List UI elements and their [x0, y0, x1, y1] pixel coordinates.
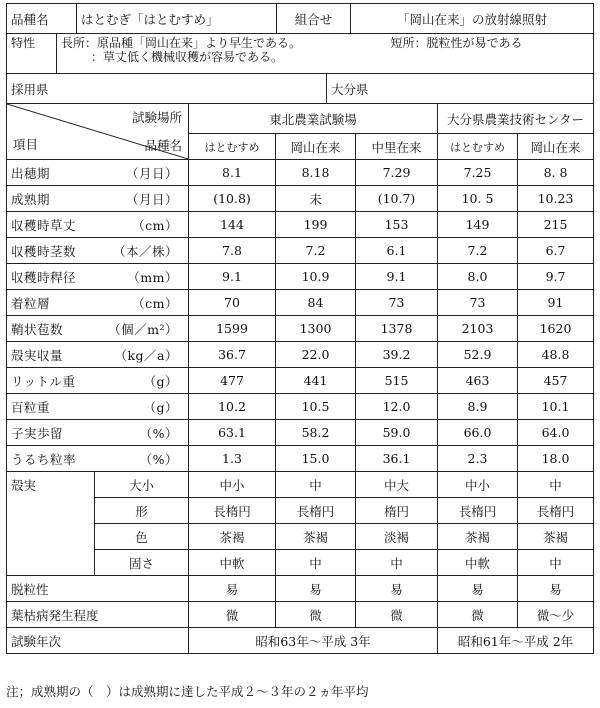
row-label [7, 238, 189, 264]
adopt-table [6, 73, 594, 104]
table-row [7, 342, 594, 368]
row-label-unit: （個／m²） [108, 321, 178, 337]
value-cell: 未 [276, 186, 356, 212]
table-row [7, 394, 594, 420]
value-cell: 長楕円 [189, 498, 276, 524]
row-label-unit: （%） [139, 425, 178, 441]
row-label-unit: （g） [143, 399, 178, 415]
value-cell: 易 [438, 576, 518, 602]
value-cell: 10.23 [518, 186, 594, 212]
value-cell: 中小 [189, 472, 276, 498]
station1-header: 東北農業試験場 [189, 104, 438, 134]
value-cell: 463 [438, 368, 518, 394]
row-label [7, 264, 189, 290]
table-row [7, 160, 594, 186]
value-cell: 10.1 [518, 394, 594, 420]
value-cell: 中小 [438, 472, 518, 498]
variety-report-sheet [6, 3, 593, 654]
year-station1: 昭和63年～平成 3年 [189, 628, 438, 654]
value-cell: 茶褐 [518, 524, 594, 550]
kernel-attr-label: 大小 [95, 472, 189, 498]
value-cell: 153 [356, 212, 438, 238]
value-cell: 70 [189, 290, 276, 316]
table-row [7, 238, 594, 264]
value-cell: 477 [189, 368, 276, 394]
value-cell: 微～少 [518, 602, 594, 628]
year-row [7, 628, 594, 654]
variety-col-2: 岡山在来 [276, 134, 356, 160]
header-table [6, 3, 594, 34]
adopt-label: 採用県 [7, 74, 327, 104]
adopt-value: 大分県 [327, 74, 594, 104]
value-cell: 15.0 [276, 446, 356, 472]
value-cell: 10.2 [189, 394, 276, 420]
value-cell: 中 [276, 550, 356, 576]
blight-label: 葉枯病発生程度 [7, 602, 189, 628]
value-cell: 66.0 [438, 420, 518, 446]
value-cell: 7.2 [276, 238, 356, 264]
demerits-text: 短所：脱粒性が易である [387, 34, 594, 74]
row-label-unit: （cm） [132, 217, 178, 233]
value-cell: 441 [276, 368, 356, 394]
table-row [7, 264, 594, 290]
row-label-name: うるち粒率 [11, 451, 77, 467]
value-cell: 199 [276, 212, 356, 238]
row-label-name: リットル重 [11, 373, 76, 389]
value-cell: 中 [518, 550, 594, 576]
kernel-attr-label: 色 [95, 524, 189, 550]
station-label: 試験場所 [131, 110, 182, 125]
value-cell: 144 [189, 212, 276, 238]
table-corner-cell [7, 104, 189, 160]
shatter-label: 脱粒性 [7, 576, 189, 602]
value-cell: 淡褐 [356, 524, 438, 550]
kernel-label: 殻実 [7, 472, 95, 576]
value-cell: 微 [356, 602, 438, 628]
row-label [7, 368, 189, 394]
item-label: 項目 [13, 137, 39, 152]
row-label-name: 着粒層 [11, 295, 51, 311]
value-cell: 1599 [189, 316, 276, 342]
value-cell: 長楕円 [518, 498, 594, 524]
value-cell: 8.1 [189, 160, 276, 186]
value-cell: 9.1 [356, 264, 438, 290]
row-label-name: 百粒重 [11, 399, 51, 415]
value-cell: 中軟 [438, 550, 518, 576]
variety-col-label: 品種名 [144, 138, 182, 153]
value-cell: 215 [518, 212, 594, 238]
kernel-attr-label: 固さ [95, 550, 189, 576]
value-cell: 易 [356, 576, 438, 602]
value-cell: 2.3 [438, 446, 518, 472]
value-cell: 59.0 [356, 420, 438, 446]
value-cell: 36.7 [189, 342, 276, 368]
blight-row [7, 602, 594, 628]
row-label-name: 成熟期 [11, 191, 51, 207]
row-label-name: 収穫時茎数 [11, 243, 77, 259]
row-label [7, 446, 189, 472]
traits-label: 特性 [7, 34, 57, 74]
kernel-row [7, 524, 594, 550]
value-cell: 易 [189, 576, 276, 602]
row-label [7, 316, 189, 342]
merits-text: 原品種「岡山在来」より早生である。 [97, 36, 302, 50]
variety-label: 品種名 [7, 4, 77, 34]
value-cell: 中軟 [189, 550, 276, 576]
value-cell: 10.5 [276, 394, 356, 420]
row-label-name: 収穫時草丈 [11, 217, 77, 233]
value-cell: 63.1 [189, 420, 276, 446]
value-cell: 12.0 [356, 394, 438, 420]
row-label [7, 342, 189, 368]
table-row [7, 316, 594, 342]
merits-cell [57, 34, 387, 74]
variety-col-5: 岡山在来 [518, 134, 594, 160]
shatter-row [7, 576, 594, 602]
year-label: 試験年次 [7, 628, 189, 654]
value-cell: 18.0 [518, 446, 594, 472]
kernel-row [7, 472, 594, 498]
value-cell: 48.8 [518, 342, 594, 368]
row-label-unit: （%） [139, 451, 178, 467]
value-cell: 36.1 [356, 446, 438, 472]
variety-value: はとむぎ「はとむすめ」 [77, 4, 277, 34]
value-cell: (10.7) [356, 186, 438, 212]
value-cell: 149 [438, 212, 518, 238]
value-cell: 7.8 [189, 238, 276, 264]
value-cell: 515 [356, 368, 438, 394]
row-label-unit: （kg／a） [114, 347, 178, 363]
row-label-unit: （月日） [125, 191, 178, 207]
value-cell: 長楕円 [276, 498, 356, 524]
row-label [7, 290, 189, 316]
kernel-row [7, 498, 594, 524]
value-cell: 微 [189, 602, 276, 628]
value-cell: 楕円 [356, 498, 438, 524]
value-cell: 中大 [356, 472, 438, 498]
value-cell: 7.2 [438, 238, 518, 264]
value-cell: 茶褐 [276, 524, 356, 550]
value-cell: (10.8) [189, 186, 276, 212]
footnote: 注；成熟期の（ ）は成熟期に達した平成２～３年の２ヵ年平均 [6, 684, 369, 699]
row-label [7, 394, 189, 420]
value-cell: 10.9 [276, 264, 356, 290]
value-cell: 茶褐 [438, 524, 518, 550]
kernel-attr-label: 形 [95, 498, 189, 524]
row-label-name: 殻実収量 [11, 347, 64, 363]
row-label [7, 212, 189, 238]
value-cell: 73 [438, 290, 518, 316]
value-cell: 易 [276, 576, 356, 602]
value-cell: 6.7 [518, 238, 594, 264]
value-cell: 中 [518, 472, 594, 498]
value-cell: 7.25 [438, 160, 518, 186]
value-cell: 8.0 [438, 264, 518, 290]
value-cell: 微 [276, 602, 356, 628]
kernel-row [7, 550, 594, 576]
cross-label: 組合せ [277, 4, 351, 34]
value-cell: 易 [518, 576, 594, 602]
row-label-name: 子実歩留 [11, 425, 64, 441]
variety-col-3: 中里在来 [356, 134, 438, 160]
row-label [7, 186, 189, 212]
table-row [7, 212, 594, 238]
merits-label: 長所： [61, 36, 98, 50]
value-cell: 中 [276, 472, 356, 498]
variety-col-4: はとむすめ [438, 134, 518, 160]
value-cell: 64.0 [518, 420, 594, 446]
row-label [7, 160, 189, 186]
value-cell: 1378 [356, 316, 438, 342]
value-cell: 8.9 [438, 394, 518, 420]
traits-table [6, 33, 594, 74]
value-cell: 52.9 [438, 342, 518, 368]
value-cell: 長楕円 [438, 498, 518, 524]
value-cell: 10. 5 [438, 186, 518, 212]
row-label-unit: （g） [143, 373, 178, 389]
table-row [7, 290, 594, 316]
cross-value: 「岡山在来」の放射線照射 [351, 4, 594, 34]
table-row [7, 446, 594, 472]
measurement-rows [7, 160, 594, 654]
row-label-unit: （月日） [125, 165, 178, 181]
row-label-name: 出穂期 [11, 165, 51, 181]
value-cell: 6.1 [356, 238, 438, 264]
value-cell: 中 [356, 550, 438, 576]
value-cell: 8. 8 [518, 160, 594, 186]
value-cell: 22.0 [276, 342, 356, 368]
value-cell: 9.1 [189, 264, 276, 290]
variety-col-1: はとむすめ [189, 134, 276, 160]
year-station2: 昭和61年～平成 2年 [438, 628, 594, 654]
trial-results-table [6, 103, 594, 654]
row-label-name: 鞘状苞数 [11, 321, 64, 337]
row-label-unit: （cm） [132, 295, 178, 311]
row-label-unit: （本／株） [112, 243, 178, 259]
value-cell: 8.18 [276, 160, 356, 186]
value-cell: 茶褐 [189, 524, 276, 550]
value-cell: 7.29 [356, 160, 438, 186]
value-cell: 1.3 [189, 446, 276, 472]
value-cell: 1620 [518, 316, 594, 342]
row-label [7, 420, 189, 446]
value-cell: 84 [276, 290, 356, 316]
table-row [7, 368, 594, 394]
value-cell: 58.2 [276, 420, 356, 446]
row-label-name: 収穫時稈径 [11, 269, 77, 285]
row-label-unit: （mm） [127, 269, 178, 285]
table-row [7, 420, 594, 446]
table-row [7, 186, 594, 212]
value-cell: 9.7 [518, 264, 594, 290]
station2-header: 大分県農業技術センター [438, 104, 594, 134]
value-cell: 2103 [438, 316, 518, 342]
value-cell: 微 [438, 602, 518, 628]
merits-text-2: ：草丈低く機械収穫が容易である。 [91, 50, 284, 64]
value-cell: 91 [518, 290, 594, 316]
value-cell: 457 [518, 368, 594, 394]
value-cell: 1300 [276, 316, 356, 342]
value-cell: 39.2 [356, 342, 438, 368]
value-cell: 73 [356, 290, 438, 316]
